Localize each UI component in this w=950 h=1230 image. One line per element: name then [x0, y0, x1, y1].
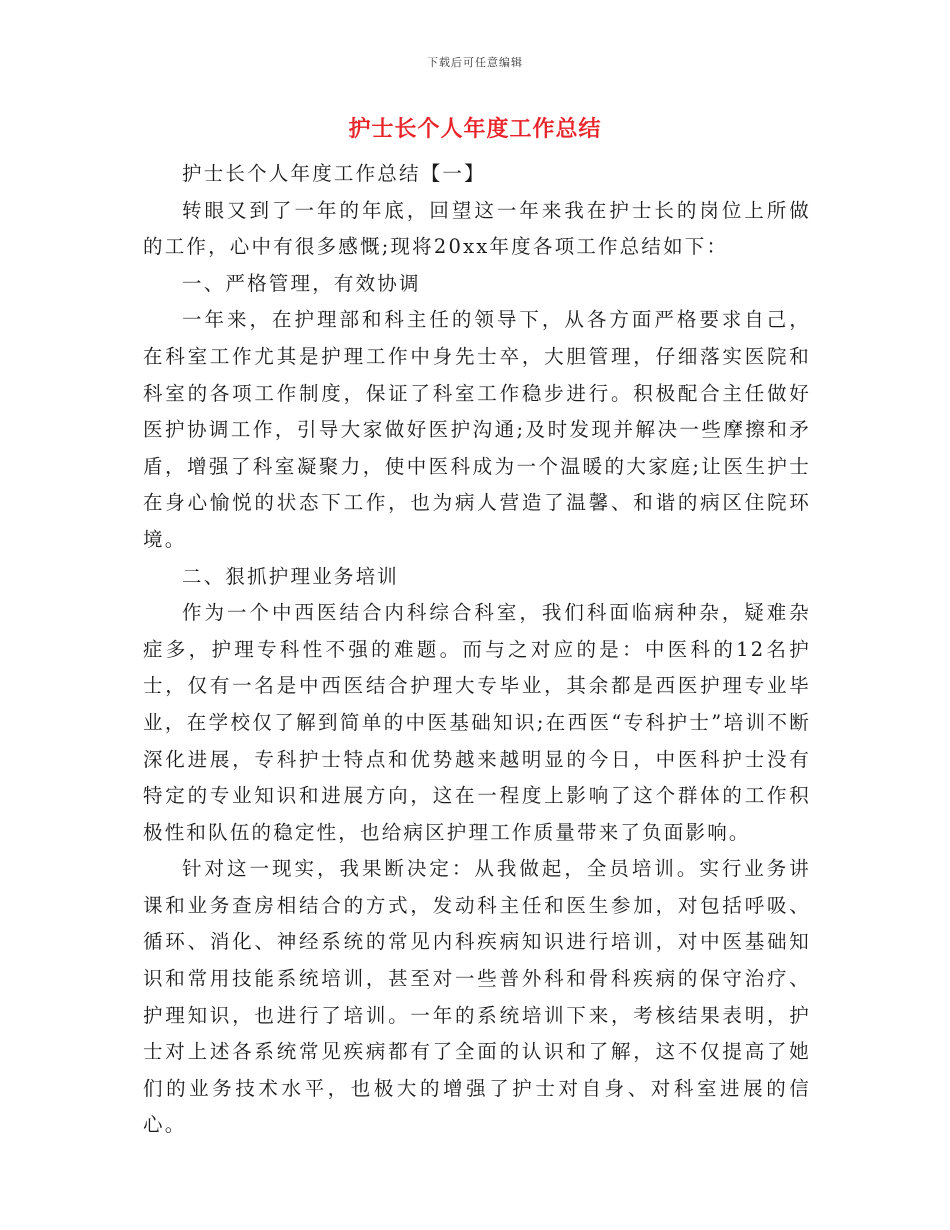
- section-heading-2: 二、狠抓护理业务培训: [182, 564, 400, 588]
- document-body: [143, 156, 811, 1144]
- section-heading: 护士长个人年度工作总结【一】: [182, 162, 486, 185]
- intro-paragraph: 转眼又到了一年的年底，回望这一年来我在护士长的岗位上所做的工作，心中有很多感慨;现将20xx年度各项工作总结如下：: [143, 198, 811, 259]
- header-note: 下载后可任意编辑: [427, 56, 523, 69]
- section-heading-1: 一、严格管理，有效协调: [182, 271, 421, 295]
- document-title: 护士长个人年度工作总结: [348, 116, 602, 142]
- body-paragraph: 作为一个中西医结合内科综合科室，我们科面临病种杂，疑难杂症多，护理专科性不强的难题。而与之对应的是：中医科的12名护士，仅有一名是中西医结合护理大专毕业，其余都是西医护理专业毕业，在学校仅了解到简单的中医基础知识;在西医“专科护士”培训不断深化进展，专科护士特点和优势越来越明显的今日，中医科护士没有特定的专业知识和进展方向，这在一程度上影响了这个群体的工作积极性和队伍的稳定性，也给病区护理工作质量带来了负面影响。: [143, 601, 811, 844]
- body-paragraph: 一年来，在护理部和科主任的领导下，从各方面严格要求自己，在科室工作尤其是护理工作中身先士卒，大胆管理，仔细落实医院和科室的各项工作制度，保证了科室工作稳步进行。积极配合主任做好医护协调工作，引导大家做好医护沟通;及时发现并解决一些摩擦和矛盾，增强了科室凝聚力，使中医科成为一个温暖的大家庭;让医生护士在身心愉悦的状态下工作，也为病人营造了温馨、和谐的病区住院环境。: [143, 308, 811, 551]
- body-paragraph: 针对这一现实，我果断决定：从我做起，全员培训。实行业务讲课和业务查房相结合的方式，发动科主任和医生参加，对包括呼吸、循环、消化、神经系统的常见内科疾病知识进行培训，对中医基础知识和常用技能系统培训，甚至对一些普外科和骨科疾病的保守治疗、护理知识，也进行了培训。一年的系统培训下来，考核结果表明，护士对上述各系统常见疾病都有了全面的认识和了解，这不仅提高了她们的业务技术水平，也极大的增强了护士对自身、对科室进展的信心。: [143, 857, 811, 1137]
